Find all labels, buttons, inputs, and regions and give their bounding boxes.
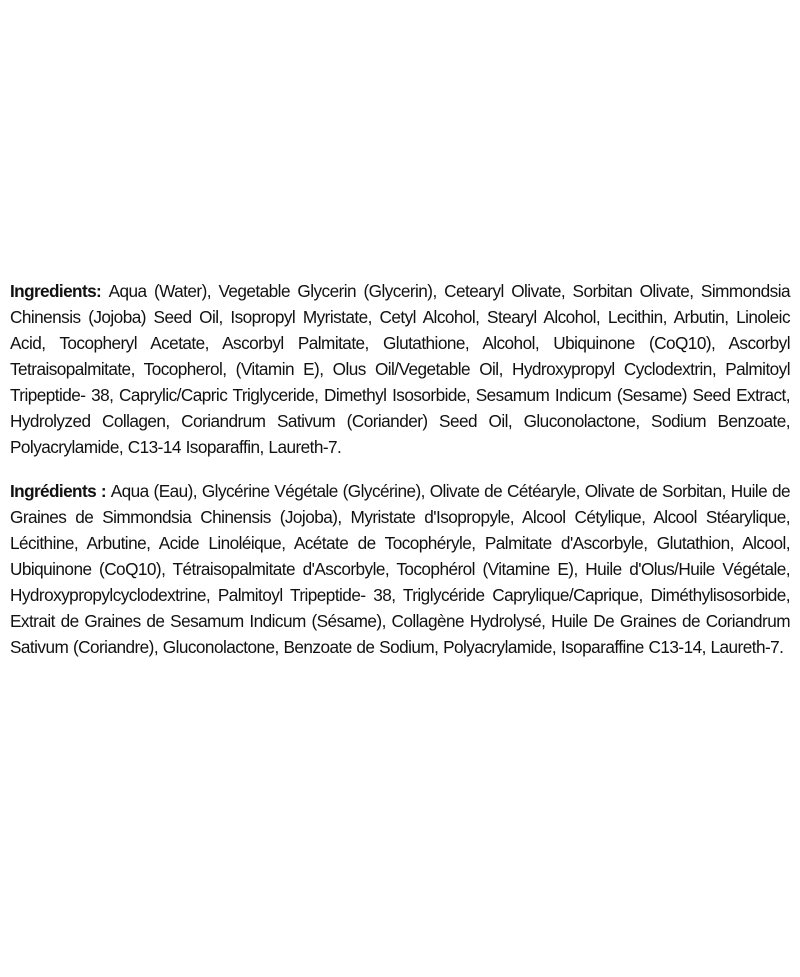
ingredients-french [10,478,790,660]
ingredients-french-text: Aqua (Eau), Glycérine Végétale (Glycérine), Olivate de Cétéaryle, Olivate de Sorbitan, Huile de Graines de Simmondsia Chinensis (Jojoba), Myristate d'Isopropyle, Alcool Cétylique, Alcool Stéarylique, Lécithine, Arbutine, Acide Linoléique, Acétate de Tocophéryle, Palmitate d'Ascorbyle, Glutathion, Alcool, Ubiquinone (CoQ10), Tétraisopalmitate d'Ascorbyle, Tocophérol (Vitamine E), Huile d'Olus/Huile Végétale, Hydroxypropylcyclodextrine, Palmitoyl Tripeptide- 38, Triglycéride Caprylique/Caprique, Diméthylisosorbide, Extrait de Graines de Sesamum Indicum (Sésame), Collagène Hydrolysé, Huile De Graines de Coriandrum Sativum (Coriandre), Gluconolactone, Benzoate de Sodium, Polyacrylamide, Isoparaffine C13-14, Laureth-7. [10,481,790,657]
ingredients-english-text: Aqua (Water), Vegetable Glycerin (Glycerin), Cetearyl Olivate, Sorbitan Olivate, Simmondsia Chinensis (Jojoba) Seed Oil, Isopropyl Myristate, Cetyl Alcohol, Stearyl Alcohol, Lecithin, Arbutin, Linoleic Acid, Tocopheryl Acetate, Ascorbyl Palmitate, Glutathione, Alcohol, Ubiquinone (CoQ10), Ascorbyl Tetraisopalmitate, Tocopherol, (Vitamin E), Olus Oil/Vegetable Oil, Hydroxypropyl Cyclodextrin, Palmitoyl Tripeptide- 38, Caprylic/Capric Triglyceride, Dimethyl Isosorbide, Sesamum Indicum (Sesame) Seed Extract, Hydrolyzed Collagen, Coriandrum Sativum (Coriander) Seed Oil, Gluconolactone, Sodium Benzoate, Polyacrylamide, C13-14 Isoparaffin, Laureth-7. [10,281,790,457]
ingredients-panel [10,278,790,660]
ingredients-english [10,278,790,460]
ingredients-french-label: Ingrédients : [10,481,106,501]
ingredients-english-label: Ingredients: [10,281,102,301]
